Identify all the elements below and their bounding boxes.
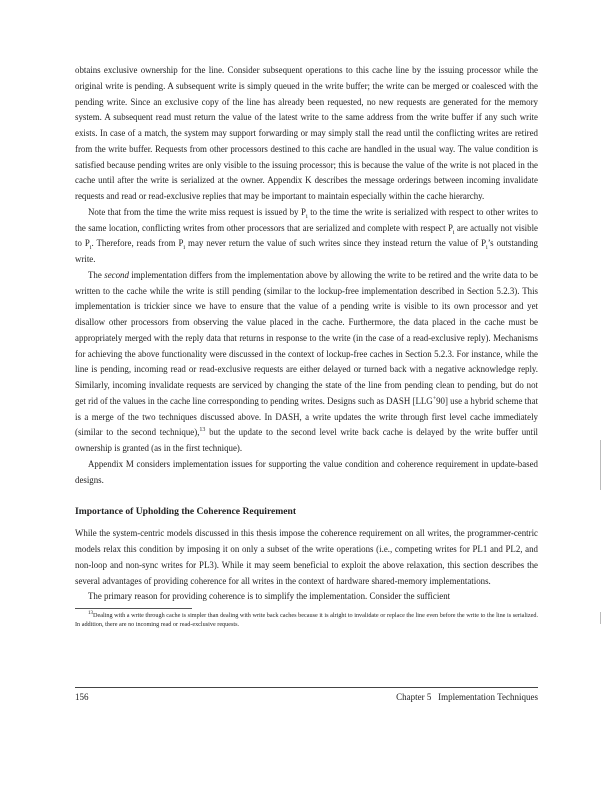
change-bar (600, 440, 601, 490)
footnote-divider (75, 608, 192, 609)
paragraph-1: obtains exclusive ownership for the line. Consider subsequent operations to this cache line by the issuing processor while the original write is pending. A subsequent write is simply queued in the write buffer; the write can be merged or coalesced with the pending write. Since an exclusive copy of the line has already been requested, no new requests are generated for the memory system. A subsequent read must return the value of the latest write to the same address from the write buffer if any such write exists. In case of a match, the system may support forwarding or may simply stall the read until the conflicting writes are retired from the write buffer. Requests from other processors destined to this cache are handled in the usual way. The value condition is satisfied because pending writes are only visible to the issuing processor; this is because the value of the write is not placed in the cache until after the write is serialized at the owner. Appendix K describes the message orderings between incoming invalidate requests and read or read-exclusive replies that may be important to maintain especially within the cache hierarchy. (75, 65, 538, 201)
footnote-number: 13 (88, 610, 93, 616)
paragraph-2: Note that from the time the write miss request is issued by $P_i$ to the time the write is serialized with respect to other writes to the same location, conflicting writes from other processors that are serialized and complete with respect $P_i$ are actually not visible to $P_i$. Therefore, reads from $P_i$ may never return the value of such writes since they instead return the value of $P_i’s$ outstanding write. (75, 206, 538, 264)
footer-divider (75, 687, 538, 688)
chapter-title: Chapter 5 Implementation Techniques (396, 692, 538, 702)
page-number: 156 (75, 692, 89, 702)
change-bar (600, 612, 601, 624)
paragraph-6: The primary reason for providing coherence is to simplify the implementation. Consider the sufficient (88, 591, 451, 602)
body-text (75, 63, 538, 629)
footnote-reference[interactable]: 13 (199, 427, 206, 434)
footnote-text: Dealing with a write through cache is simpler than dealing with write back caches because it is alright to invalidate or replace the line even before the write to the line is serialized. In addition, there are no incoming read or read-exclusive requests. (75, 612, 538, 628)
footnote (75, 612, 538, 629)
section-heading: Importance of Upholding the Coherence Requirement (75, 506, 297, 518)
paragraph-4: Appendix M considers implementation issues for supporting the value condition and coherence requirement in update-based designs. (75, 458, 538, 485)
paragraph-5: While the system-centric models discussed in this thesis impose the coherence requirement on all writes, the programmer-centric models relax this condition by imposing it on only a subset of the write operations (i.e., competing writes for PL1 and PL2, and non-loop and non-sync writes for PL3). While it may seem beneficial to exploit the above relaxation, this section describes the several advantages of providing coherence for all writes in the context of hardware shared-memory implementations. (75, 528, 538, 586)
paragraph-3: The second implementation differs from the implementation above by allowing the write to be retired and the write data to be written to the cache while the write is still pending (similar to the lockup-free implementation described in Section 5.2.3). This implementation is trickier since we have to ensure that the value of a pending write is visible to its own processor and yet disallow other processors from observing the value placed in the cache. Furthermore, the data placed in the cache must be appropriately merged with the reply data that returns in response to the write (in the case of a read-exclusive reply). Mechanisms for achieving the above functionality were discussed in the context of lockup-free caches in Section 5.2.3. For instance, while the line is pending, incoming read or read-exclusive requests are either delayed or turned back with a negative acknowledge reply. Similarly, incoming invalidate requests are serviced by changing the state of the line from pending clean to pending, but do not get rid of the values in the cache line corresponding to pending writes. Designs such as DASH [LLG+90] use a hybrid scheme that is a merge of the two techniques discussed above. In DASH, a write updates the write through first level cache immediately (similar to the second technique),$^{13}$ but the update to the second level write back cache is delayed by the write buffer until ownership is granted (as in the first technique). (75, 269, 539, 453)
